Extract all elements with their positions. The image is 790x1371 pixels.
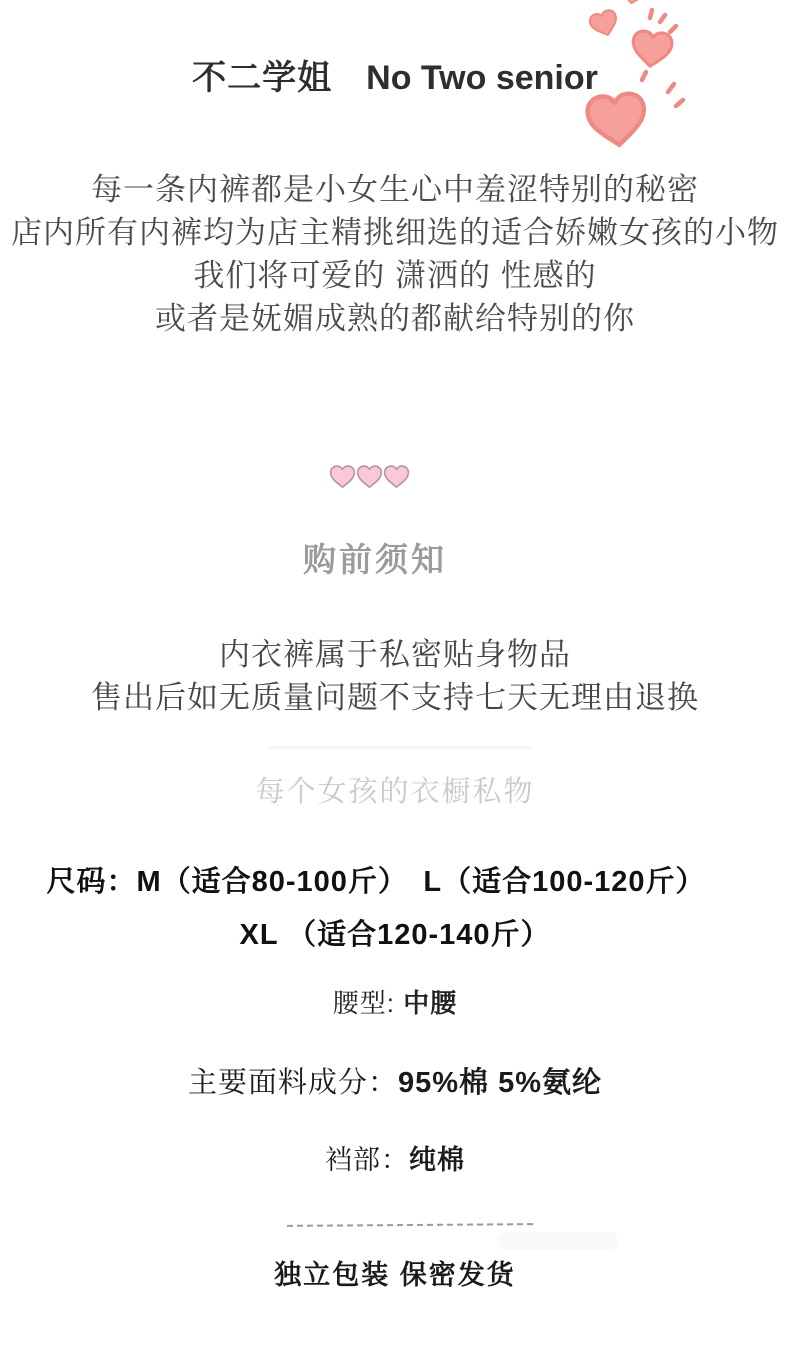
- size-spec-line1: 尺码：M（适合80-100斤） L（适合100-120斤）: [46, 866, 706, 898]
- crotch-label: 裆部：: [325, 1145, 409, 1175]
- brand-name-cn: 不二学姐: [192, 59, 333, 97]
- preorder-notice-title: 购前须知: [303, 541, 447, 578]
- waist-value: 中腰: [403, 988, 458, 1018]
- brand-name-en: No Two senior: [366, 59, 598, 97]
- intro-paragraph: [0, 168, 790, 340]
- fabric-label: 主要面料成分：: [187, 1067, 398, 1099]
- intro-line: 店内所有内裤均为店主精挑细选的适合娇嫩女孩的小物: [11, 215, 779, 250]
- doodle-hearts-icon: [572, 0, 737, 170]
- shipping-note: 独立包装 保密发货: [274, 1260, 516, 1290]
- crotch-spec: [0, 1141, 790, 1179]
- return-policy-notice: [0, 633, 790, 719]
- fabric-value: 95%棉 5%氨纶: [398, 1067, 603, 1099]
- crotch-value: 纯棉: [409, 1145, 465, 1175]
- size-spec-line2: XL （适合120-140斤）: [239, 919, 551, 951]
- notice-line: 内衣裤属于私密贴身物品: [219, 637, 571, 672]
- waist-spec: [0, 985, 790, 1021]
- wardrobe-tagline: 每个女孩的衣橱私物: [255, 776, 535, 808]
- intro-line: 或者是妩媚成熟的都献给特别的你: [155, 301, 635, 336]
- intro-line: 每一条内裤都是小女生心中羞涩特别的秘密: [91, 172, 699, 207]
- faint-divider: [268, 746, 532, 749]
- heart-icon: [329, 462, 411, 494]
- waist-label: 腰型:: [332, 988, 395, 1018]
- fabric-spec: [0, 1063, 790, 1103]
- dashed-divider: [287, 1223, 533, 1227]
- hearts-divider: [0, 462, 740, 499]
- intro-line: 我们将可爱的 潇洒的 性感的: [193, 258, 597, 293]
- notice-line: 售出后如无质量问题不支持七天无理由退换: [91, 680, 699, 715]
- faint-smudge: [498, 1232, 618, 1250]
